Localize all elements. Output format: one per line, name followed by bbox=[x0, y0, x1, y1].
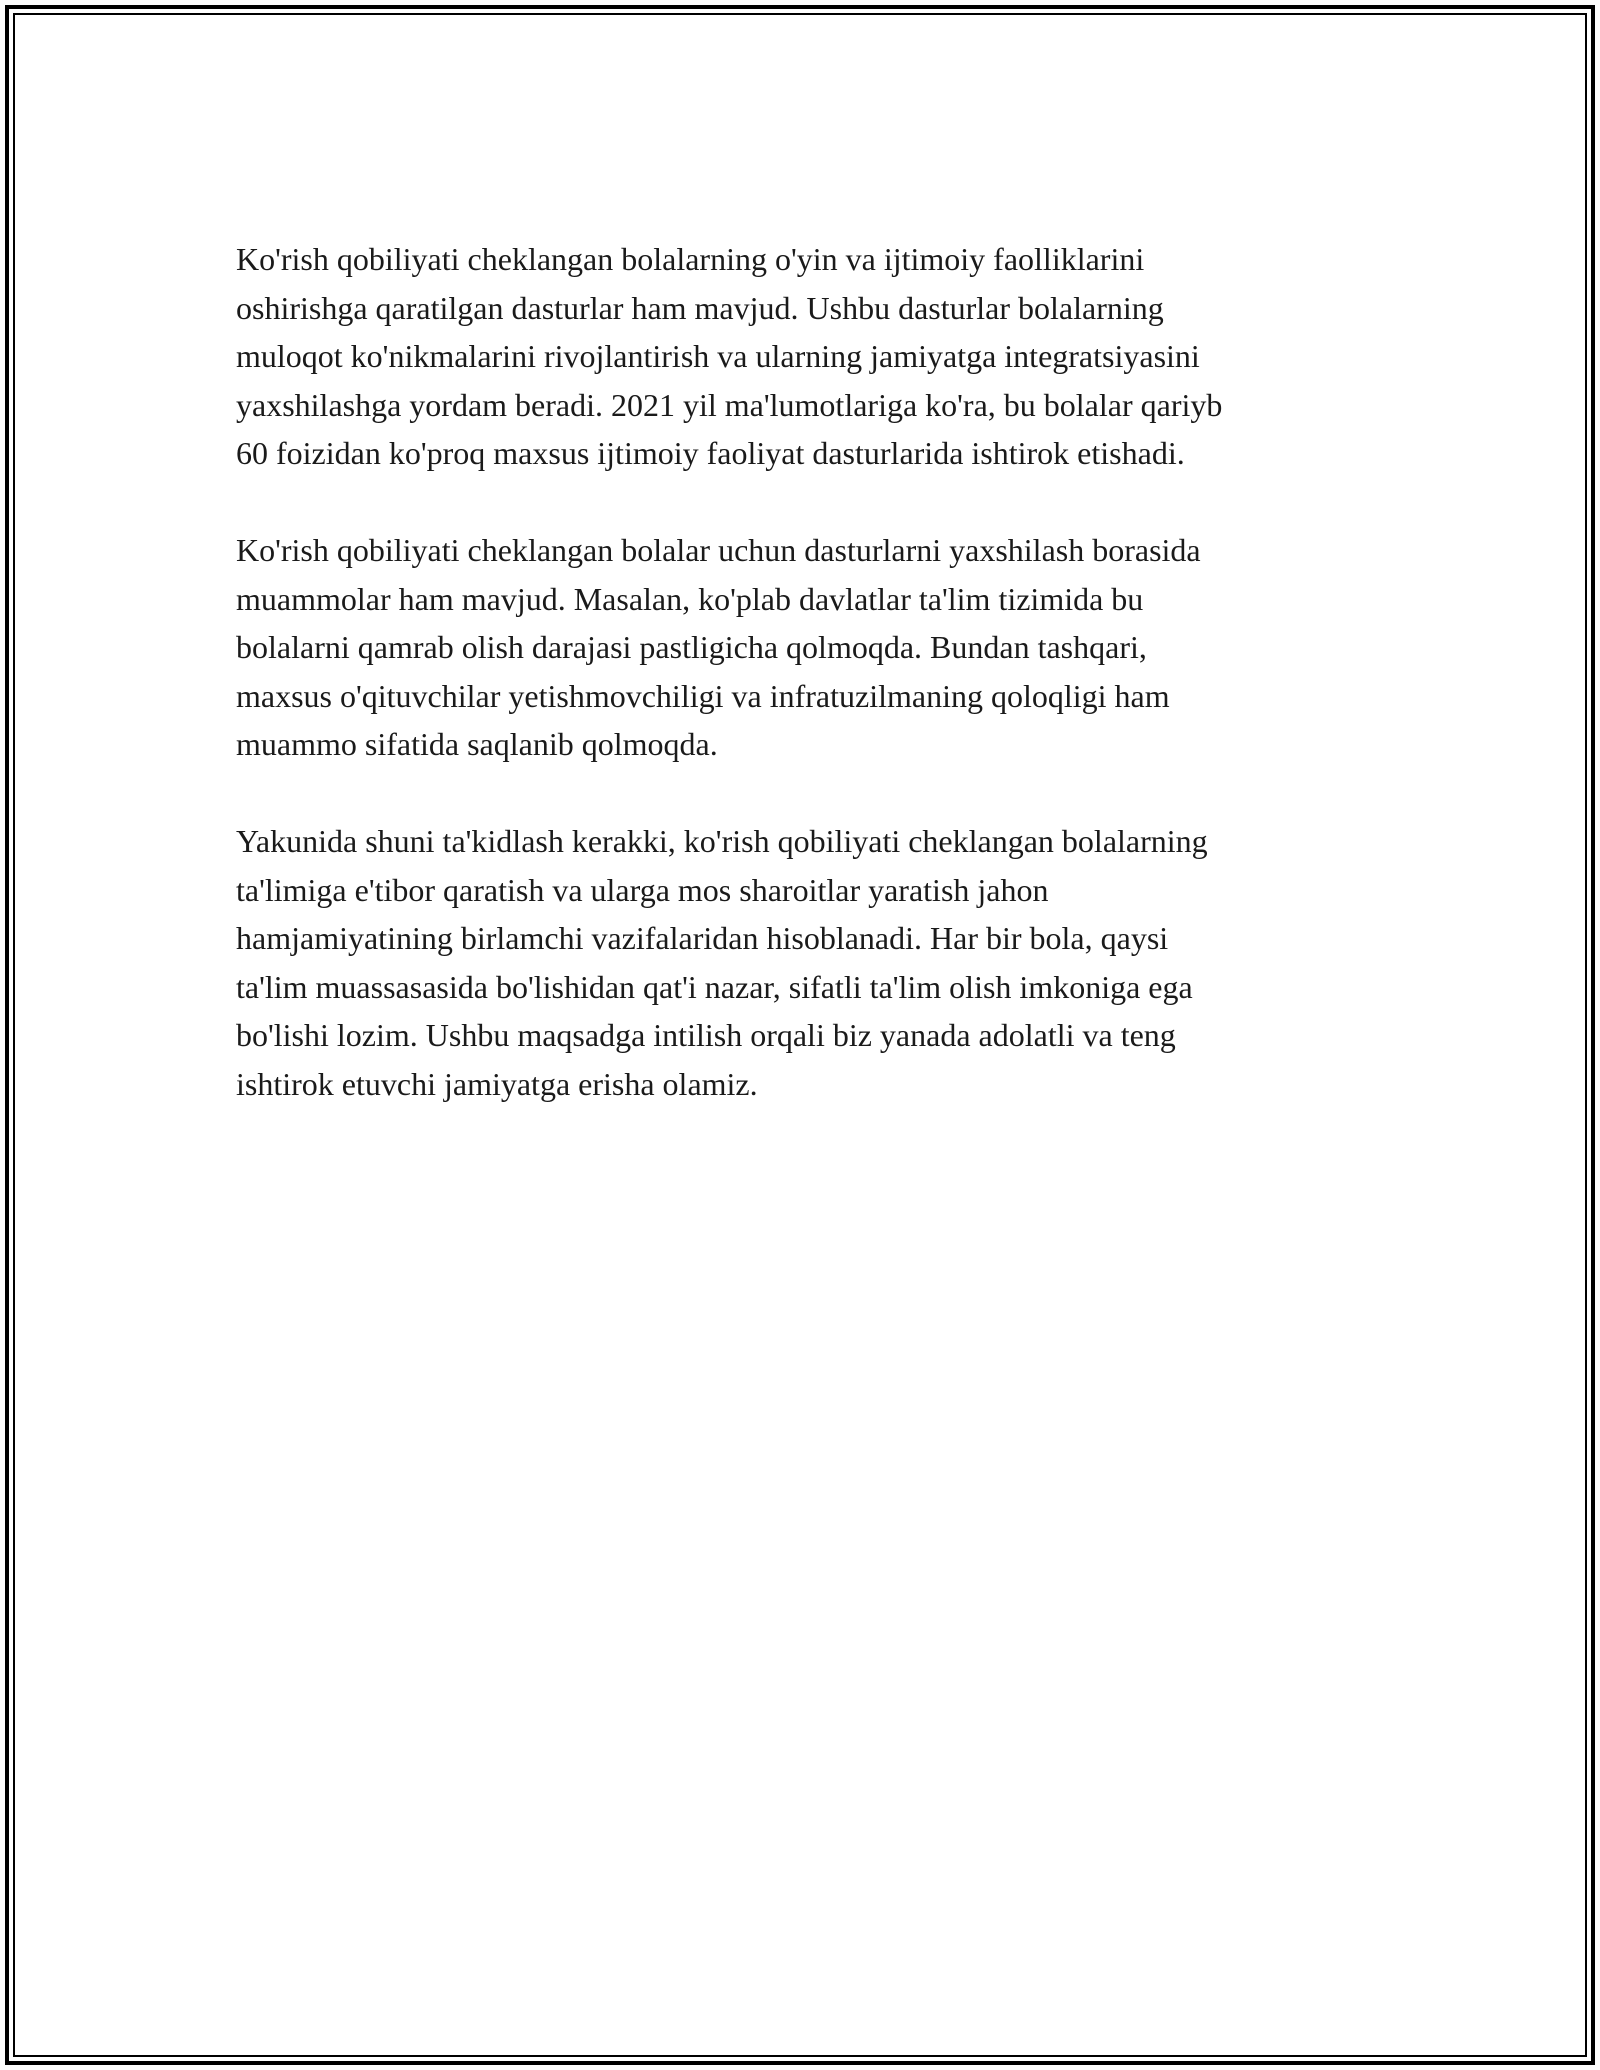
text-line: bolalarni qamrab olish darajasi pastligicha qolmoqda. Bundan tashqari, bbox=[236, 629, 1147, 665]
text-line: muammo sifatida saqlanib qolmoqda. bbox=[236, 726, 718, 762]
text-line: Ko'rish qobiliyati cheklangan bolalar uchun dasturlarni yaxshilash borasida bbox=[236, 532, 1201, 568]
text-line: Yakunida shuni ta'kidlash kerakki, ko'rish qobiliyati cheklangan bolalarning bbox=[236, 823, 1208, 859]
text-line: muloqot ko'nikmalarini rivojlantirish va ularning jamiyatga integratsiyasini bbox=[236, 338, 1200, 374]
text-line: maxsus o'qituvchilar yetishmovchiligi va infratuzilmaning qoloqligi ham bbox=[236, 677, 1170, 714]
text-line: ishtirok etuvchi jamiyatga erisha olamiz. bbox=[236, 1065, 758, 1102]
text-line: Ko'rish qobiliyati cheklangan bolalarning o'yin va ijtimoiy faolliklarini bbox=[236, 241, 1145, 277]
paragraph-2 bbox=[236, 526, 1396, 769]
text-line: oshirishga qaratilgan dasturlar ham mavjud. Ushbu dasturlar bolalarning bbox=[236, 289, 1164, 326]
text-line: ta'lim muassasasida bo'lishidan qat'i nazar, sifatli ta'lim olish imkoniga ega bbox=[236, 968, 1193, 1005]
text-line: ta'limiga e'tibor qaratish va ularga mos sharoitlar yaratish jahon bbox=[236, 871, 1049, 908]
text-line: muammolar ham mavjud. Masalan, ko'plab davlatlar ta'lim tizimida bu bbox=[236, 580, 1144, 617]
document-body bbox=[236, 235, 1396, 1157]
text-line: 60 foizidan ko'proq maxsus ijtimoiy faoliyat dasturlarida ishtirok etishadi. bbox=[236, 435, 1185, 471]
paragraph-3 bbox=[236, 817, 1396, 1108]
paragraph-1 bbox=[236, 235, 1396, 478]
text-line: hamjamiyatining birlamchi vazifalaridan hisoblanadi. Har bir bola, qaysi bbox=[236, 920, 1169, 956]
text-line: yaxshilashga yordam beradi. 2021 yil ma'lumotlariga ko'ra, bu bolalar qariyb bbox=[236, 386, 1223, 423]
text-line: bo'lishi lozim. Ushbu maqsadga intilish orqali biz yanada adolatli va teng bbox=[236, 1017, 1176, 1053]
